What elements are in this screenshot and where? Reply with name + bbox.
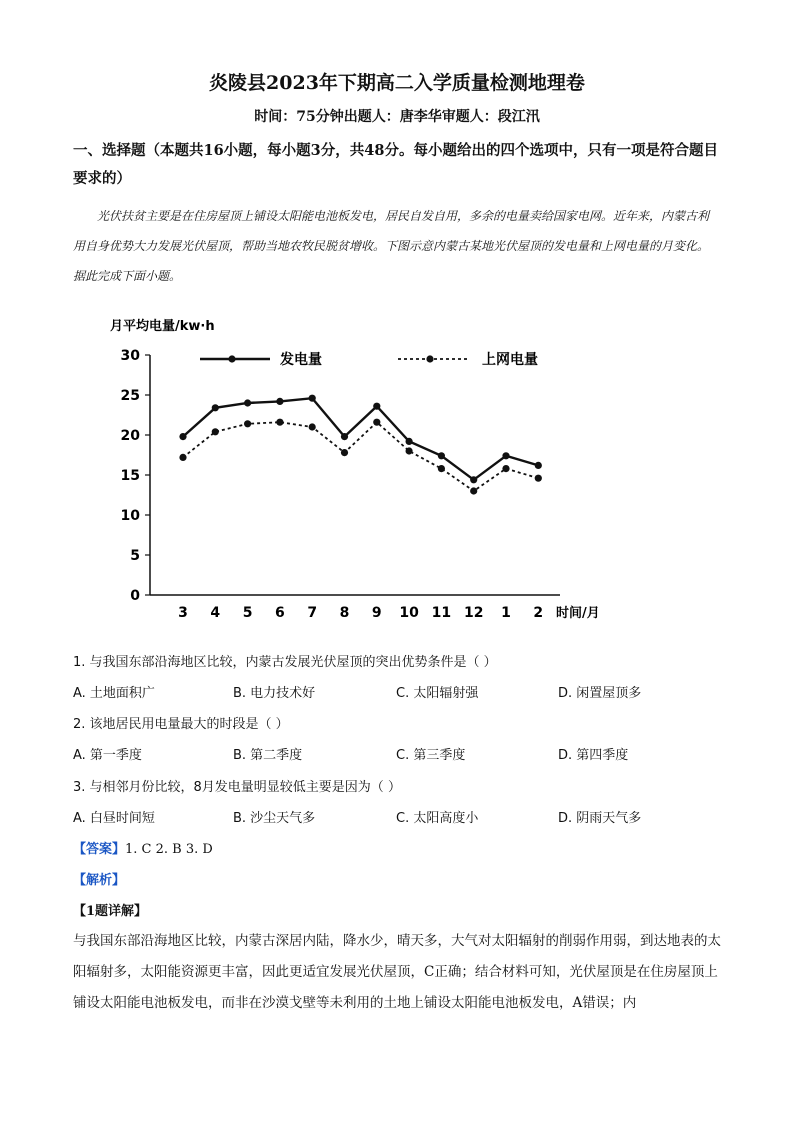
analysis-line — [73, 869, 125, 888]
data-point-grid-feed — [341, 449, 348, 456]
x-tick-label: 5 — [242, 605, 253, 621]
q1-detail-text: 与我国东部沿海地区比较，内蒙古深居内陆，降水少，晴天多，大气对太阳辐射的削弱作用弱，到达地表的太阳辐射多，太阳能资源更丰富，因此更适宜发展光伏屋顶，C正确；结合材料可知，光伏屋顶是在住房屋顶上铺设太阳能电池板发电，而非在沙漠戈壁等未利用的土地上铺设太阳能电池板发电，A错误；内 — [73, 933, 721, 1011]
section-heading: 一、选择题（本题共16小题，每小题3分，共48分。每小题给出的四个选项中，只有一项是符合题目要求的） — [73, 142, 718, 187]
data-point-generation — [438, 452, 445, 459]
x-tick-label: 6 — [275, 605, 285, 621]
x-tick-label: 9 — [371, 605, 382, 621]
answer-tag: 【答案】 — [73, 842, 126, 857]
legend-marker-generation — [228, 355, 235, 362]
line-chart — [100, 308, 620, 621]
data-point-generation — [244, 399, 251, 406]
x-tick-label: 4 — [210, 605, 221, 621]
series-line-grid-feed — [183, 422, 538, 491]
series-line-generation — [183, 398, 538, 480]
exam-info: 时间：75分钟出题人：唐李华审题人：段江汛 — [254, 109, 540, 125]
q1-detail-body — [73, 926, 723, 1019]
y-tick-label: 15 — [120, 468, 140, 484]
x-axis-title: 时间/月 — [556, 606, 600, 621]
x-tick-label: 2 — [533, 605, 544, 621]
q3-option-a[interactable]: A. 白昼时间短 — [73, 811, 155, 826]
answer-text: 1. C 2. B 3. D — [125, 842, 213, 857]
legend-marker-grid-feed — [426, 355, 433, 362]
data-point-generation — [502, 452, 509, 459]
x-tick-label: 12 — [463, 605, 484, 621]
q2-option-a[interactable]: A. 第一季度 — [73, 748, 142, 763]
y-tick-label: 10 — [120, 508, 140, 524]
q2-option-c[interactable]: C. 第三季度 — [396, 748, 466, 763]
page-title: 炎陵县2023年下期高二入学质量检测地理卷 — [209, 72, 585, 94]
data-point-generation — [309, 395, 316, 402]
x-tick-label: 8 — [339, 605, 350, 621]
x-tick-label: 1 — [501, 605, 511, 621]
legend-label-grid-feed: 上网电量 — [482, 352, 538, 368]
data-point-grid-feed — [535, 475, 542, 482]
q1-detail-heading: 【1题详解】 — [73, 904, 148, 919]
data-point-grid-feed — [309, 423, 316, 430]
data-point-generation — [212, 404, 219, 411]
data-point-grid-feed — [470, 487, 477, 494]
data-point-grid-feed — [438, 465, 445, 472]
x-tick-label: 11 — [431, 605, 452, 621]
data-point-grid-feed — [244, 420, 251, 427]
data-point-grid-feed — [406, 447, 413, 454]
q2-option-b[interactable]: B. 第二季度 — [233, 748, 303, 763]
data-point-grid-feed — [212, 428, 219, 435]
x-tick-label: 7 — [307, 605, 318, 621]
data-point-grid-feed — [373, 419, 380, 426]
data-point-generation — [406, 438, 413, 445]
q2-option-d[interactable]: D. 第四季度 — [558, 748, 629, 763]
data-point-generation — [470, 476, 477, 483]
y-tick-label: 20 — [120, 428, 140, 444]
y-tick-label: 30 — [120, 348, 140, 364]
q3-option-c[interactable]: C. 太阳高度小 — [396, 811, 479, 826]
question-2: 2. 该地居民用电量最大的时段是（ ） — [73, 717, 289, 732]
data-point-generation — [535, 462, 542, 469]
q1-option-d[interactable]: D. 闲置屋顶多 — [558, 686, 642, 701]
intro-paragraph: 光伏扶贫主要是在住房屋顶上铺设太阳能电池板发电，居民自发自用，多余的电量卖给国家电网。近年来，内蒙古利用自身优势大力发展光伏屋顶，帮助当地农牧民脱贫增收。下图示意内蒙古某地光伏屋顶的发电量和上网电量的月变化。据此完成下面小题。 — [73, 209, 710, 283]
answer-line — [73, 838, 213, 857]
question-3: 3. 与相邻月份比较，8月发电量明显较低主要是因为（ ） — [73, 780, 401, 795]
data-point-grid-feed — [276, 419, 283, 426]
x-tick-label: 10 — [399, 605, 419, 621]
data-point-generation — [179, 433, 186, 440]
data-point-generation — [276, 398, 283, 405]
y-tick-label: 5 — [130, 548, 140, 564]
q3-option-b[interactable]: B. 沙尘天气多 — [233, 811, 316, 826]
data-point-grid-feed — [179, 454, 186, 461]
q1-option-b[interactable]: B. 电力技术好 — [233, 686, 316, 701]
y-tick-label: 0 — [130, 588, 140, 604]
q1-option-c[interactable]: C. 太阳辐射强 — [396, 686, 479, 701]
question-1: 1. 与我国东部沿海地区比较，内蒙古发展光伏屋顶的突出优势条件是（ ） — [73, 655, 497, 670]
q3-option-d[interactable]: D. 阴雨天气多 — [558, 811, 642, 826]
analysis-tag: 【解析】 — [73, 873, 126, 888]
data-point-generation — [341, 433, 348, 440]
legend-label-generation: 发电量 — [280, 352, 322, 368]
x-tick-label: 3 — [178, 605, 188, 621]
y-axis-title: 月平均电量/kw·h — [110, 319, 215, 334]
data-point-generation — [373, 403, 380, 410]
q1-option-a[interactable]: A. 土地面积广 — [73, 686, 155, 701]
y-tick-label: 25 — [120, 388, 140, 404]
data-point-grid-feed — [502, 465, 509, 472]
